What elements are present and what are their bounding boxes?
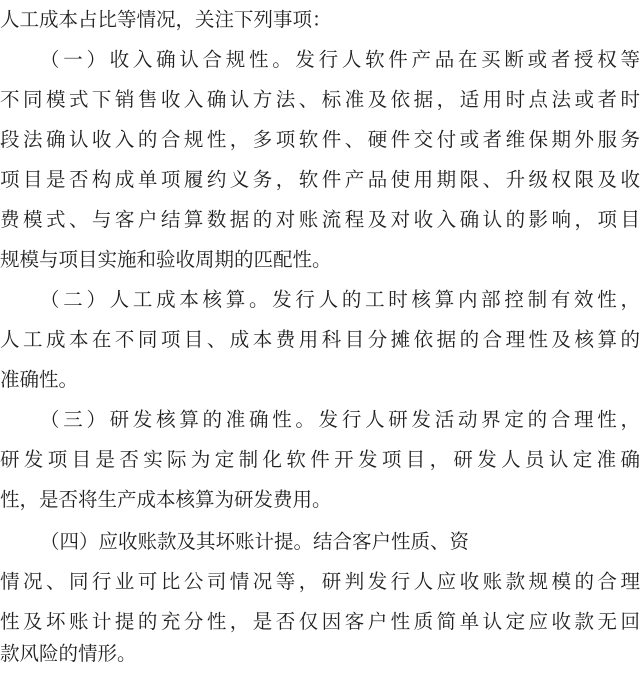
section-2-body-line: 准确性。 (0, 368, 79, 391)
section-1-body-line: 项目是否构成单项履约义务，软件产品使用期限、升级权限及收 (0, 168, 640, 191)
section-1-body-line: 段法确认收入的合规性，多项软件、硬件交付或者维保期外服务 (0, 128, 640, 151)
section-4-body-line: 性及坏账计提的充分性，是否仅因客户性质简单认定应收款无回 (0, 610, 640, 633)
section-3-body-line: 研发项目是否实际为定制化软件开发项目，研发人员认定准确 (0, 448, 640, 471)
section-4-body-line: 款风险的情形。 (0, 642, 137, 665)
section-1-body-line: 不同模式下销售收入确认方法、标准及依据，适用时点法或者时 (0, 88, 640, 111)
section-4-body-line: 情况、同行业可比公司情况等，研判发行人应收账款规模的合理 (0, 570, 640, 593)
section-1-heading-line: （一）收入确认合规性。发行人软件产品在买断或者授权等 (40, 48, 640, 71)
section-3-heading-line: （三）研发核算的准确性。发行人研发活动界定的合理性， (40, 408, 640, 431)
section-3-body-line: 性，是否将生产成本核算为研发费用。 (0, 488, 332, 511)
section-1-body-line: 费模式、与客户结算数据的对账流程及对收入确认的影响，项目 (0, 208, 640, 231)
intro-line: 人工成本占比等情况，关注下列事项： (0, 8, 332, 31)
section-2-body-line: 人工成本在不同项目、成本费用科目分摊依据的合理性及核算的 (0, 328, 640, 351)
section-1-body-line: 规模与项目实施和验收周期的匹配性。 (0, 248, 332, 271)
section-4-heading-line: （四）应收账款及其坏账计提。结合客户性质、资 (40, 530, 470, 553)
section-2-heading-line: （二）人工成本核算。发行人的工时核算内部控制有效性， (40, 288, 640, 311)
